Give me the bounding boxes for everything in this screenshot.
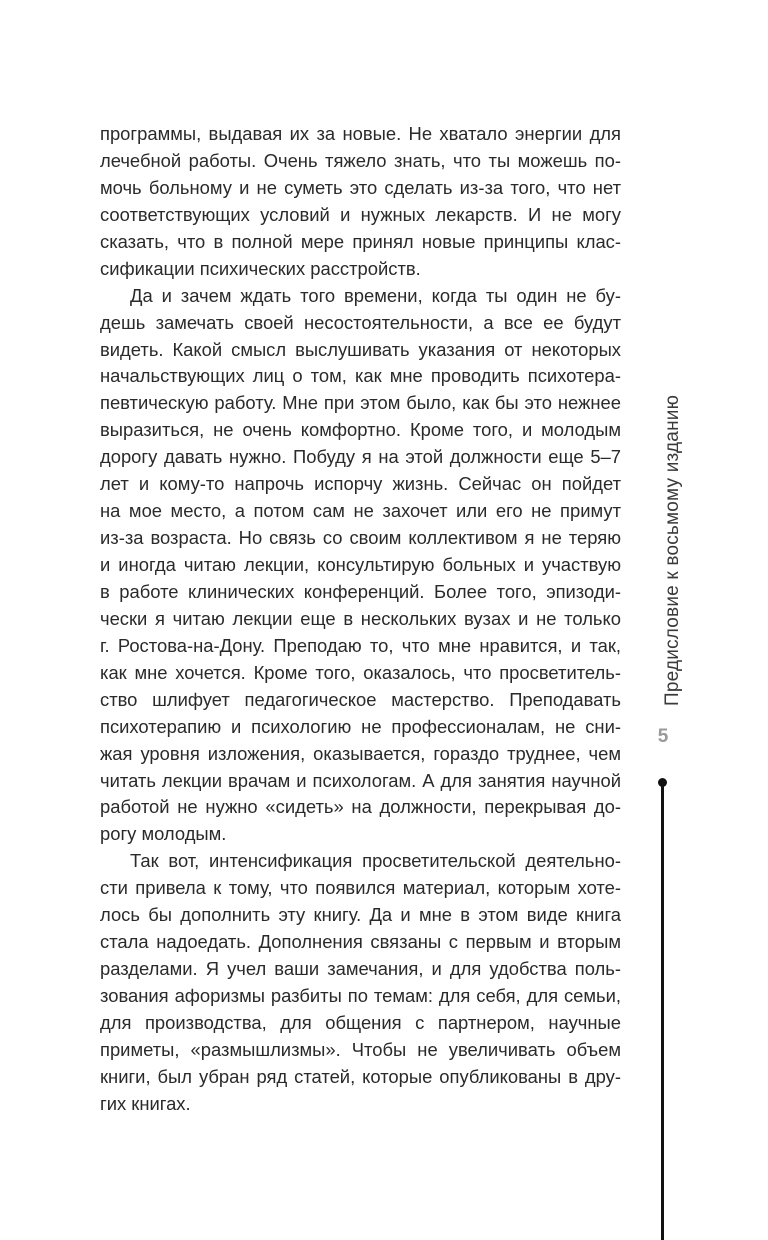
text-line: читать лекции врачам и психологам. А для занятия научной (100, 769, 621, 791)
text-line: разделами. Я учел ваши замечания, и для удобства поль- (100, 958, 621, 980)
text-line: зования афоризмы разбиты по темам: для себя, для семьи, (100, 985, 621, 1006)
text-line: лечебной работы. Очень тяжело знать, что ты можешь по- (100, 149, 621, 171)
text-line: сти привела к тому, что появился материал, которым хоте- (100, 877, 621, 899)
text-line: ство шлифует педагогическое мастерство. Преподавать (100, 688, 621, 710)
text-line: Так вот, интенсификация просветительской деятельно- (130, 850, 621, 872)
running-head: Предисловие к восьмому изданию (662, 394, 683, 706)
page-number: 5 (657, 726, 669, 747)
text-line: дорогу давать нужно. Побуду я на этой должности еще 5–7 (100, 446, 621, 468)
text-line: чески я читаю лекции еще в нескольких вузах и не только (100, 607, 621, 629)
text-line: гих книгах. (100, 1092, 191, 1114)
body-text (100, 121, 621, 1118)
text-line: дешь замечать своей несостоятельности, а все ее будут (100, 311, 621, 333)
text-line: сказать, что в полной мере принял новые принципы клас- (100, 230, 621, 252)
text-line: лось бы дополнить эту книгу. Да и мне в этом виде книга (100, 904, 621, 926)
text-line: и иногда читаю лекции, консультирую больных и участвую (100, 554, 621, 575)
text-line: соответствующих условий и нужных лекарств. И не могу (100, 203, 621, 225)
text-line: из-за возраста. Но связь со своим коллективом я не теряю (100, 527, 621, 549)
text-line: певтическую работу. Мне при этом было, как бы это нежнее (100, 392, 621, 414)
text-line: в работе клинических конференций. Более того, эпизоди- (100, 580, 621, 602)
text-line: г. Ростова-на-Дону. Преподаю то, что мне нравится, и так, (100, 634, 621, 656)
text-line: для производства, для общения с партнером, научные (100, 1011, 621, 1033)
text-line: рогу молодым. (100, 823, 227, 845)
text-line: видеть. Какой смысл выслушивать указания от некоторых (100, 338, 621, 360)
text-line: как мне хочется. Кроме того, оказалось, что просветитель- (100, 661, 621, 683)
text-line: на мое место, а потом сам не захочет или его не примут (100, 500, 621, 522)
text-line: лет и кому-то напрочь испорчу жизнь. Сейчас он пойдет (100, 473, 621, 495)
text-line: работой не нужно «сидеть» на должности, перекрывая до- (100, 796, 621, 818)
text-line: сификации психических расстройств. (100, 257, 421, 279)
text-line: выразиться, не очень комфортно. Кроме того, и молодым (100, 419, 621, 441)
text-line: Да и зачем ждать того времени, когда ты один не бу- (130, 284, 621, 306)
text-line: мочь больному и не суметь это сделать из-за того, что нет (100, 176, 621, 198)
text-line: начальствующих лиц о том, как мне проводить психотера- (100, 365, 621, 387)
text-line: книги, был убран ряд статей, которые опубликованы в дру- (100, 1065, 621, 1087)
margin-rule (661, 782, 664, 1240)
text-line: программы, выдавая их за новые. Не хватало энергии для (100, 123, 621, 144)
text-line: жая уровня изложения, оказывается, гораздо труднее, чем (100, 742, 621, 764)
text-line: психотерапию и психологию не профессионалам, не сни- (100, 715, 621, 737)
text-line: стала надоедать. Дополнения связаны с первым и вторым (100, 931, 621, 953)
text-line: приметы, «размышлизмы». Чтобы не увеличивать объем (100, 1038, 621, 1060)
